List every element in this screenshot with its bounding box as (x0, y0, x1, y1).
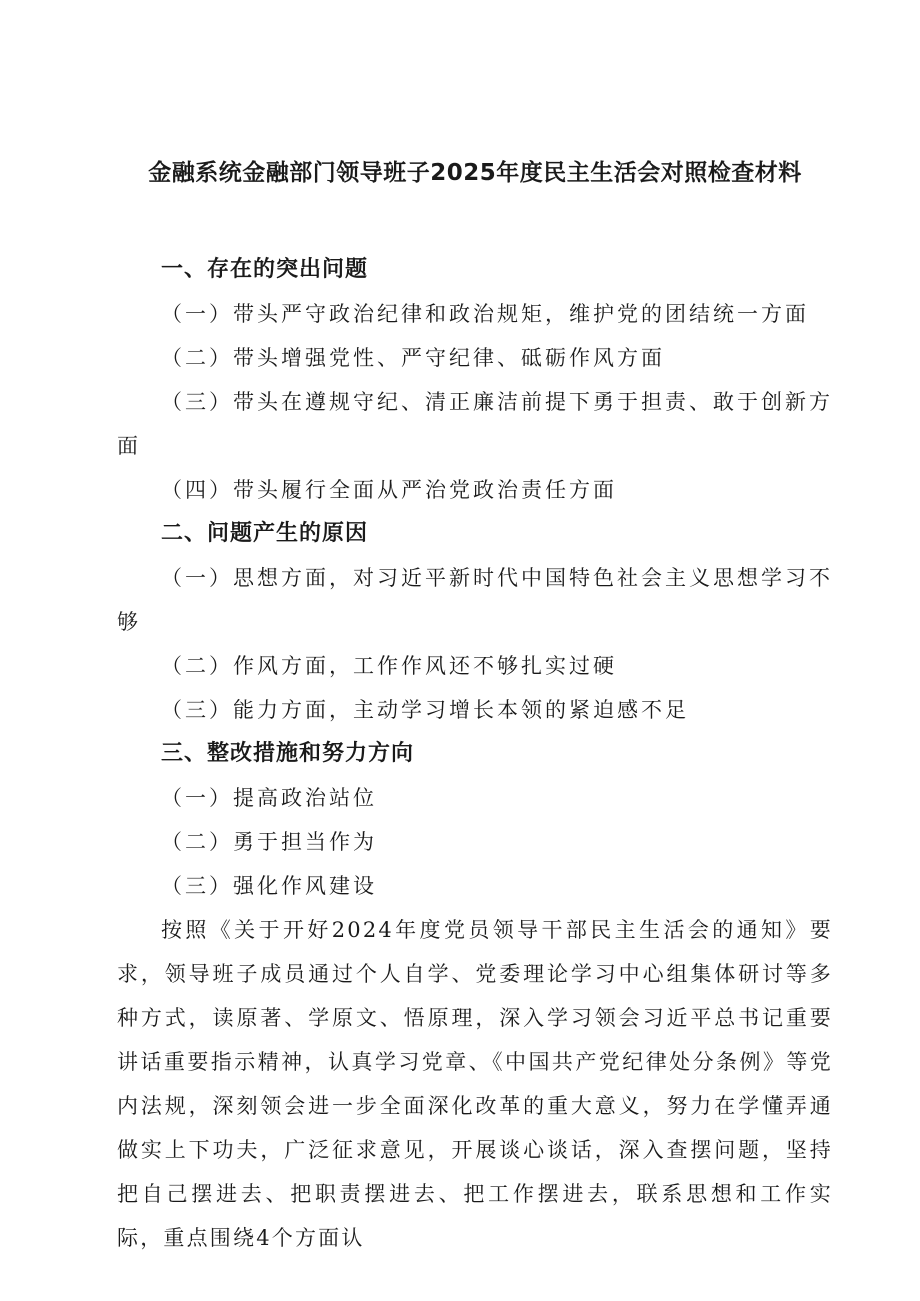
section-heading-rectification: 三、整改措施和努力方向 (161, 741, 415, 766)
list-item: （三）强化作风建设 (161, 874, 377, 898)
list-item: （二）带头增强党性、严守纪律、砥砺作风方面 (161, 346, 665, 370)
document-body (117, 248, 833, 1260)
list-item: （三）能力方面，主动学习增长本领的紧迫感不足 (161, 698, 689, 722)
list-item: （一）思想方面，对习近平新时代中国特色社会主义思想学习不够 (117, 566, 833, 634)
list-item: （四）带头履行全面从严治党政治责任方面 (161, 478, 617, 502)
document-title: 金融系统金融部门领导班子2025年度民主生活会对照检查材料 (148, 160, 802, 186)
list-item: （一）带头严守政治纪律和政治规矩，维护党的团结统一方面 (161, 302, 809, 326)
list-item: （三）带头在遵规守纪、清正廉洁前提下勇于担责、敢于创新方面 (117, 390, 833, 458)
list-item: （二）作风方面，工作作风还不够扎实过硬 (161, 654, 617, 678)
body-paragraph: 按照《关于开好2024年度党员领导干部民主生活会的通知》要求，领导班子成员通过个人自学、党委理论学习中心组集体研讨等多种方式，读原著、学原文、悟原理，深入学习领会习近平总书记重要讲话重要指示精神，认真学习党章、《中国共产党纪律处分条例》等党内法规，深刻领会进一步全面深化改革的重大意义，努力在学懂弄通做实上下功夫，广泛征求意见，开展谈心谈话，深入查摆问题，坚持把自己摆进去、把职责摆进去、把工作摆进去，联系思想和工作实际，重点围绕4个方面认 (117, 918, 833, 1250)
list-item: （二）勇于担当作为 (161, 830, 377, 854)
section-heading-problems: 一、存在的突出问题 (161, 257, 369, 282)
list-item: （一）提高政治站位 (161, 786, 377, 810)
section-heading-causes: 二、问题产生的原因 (161, 521, 369, 546)
